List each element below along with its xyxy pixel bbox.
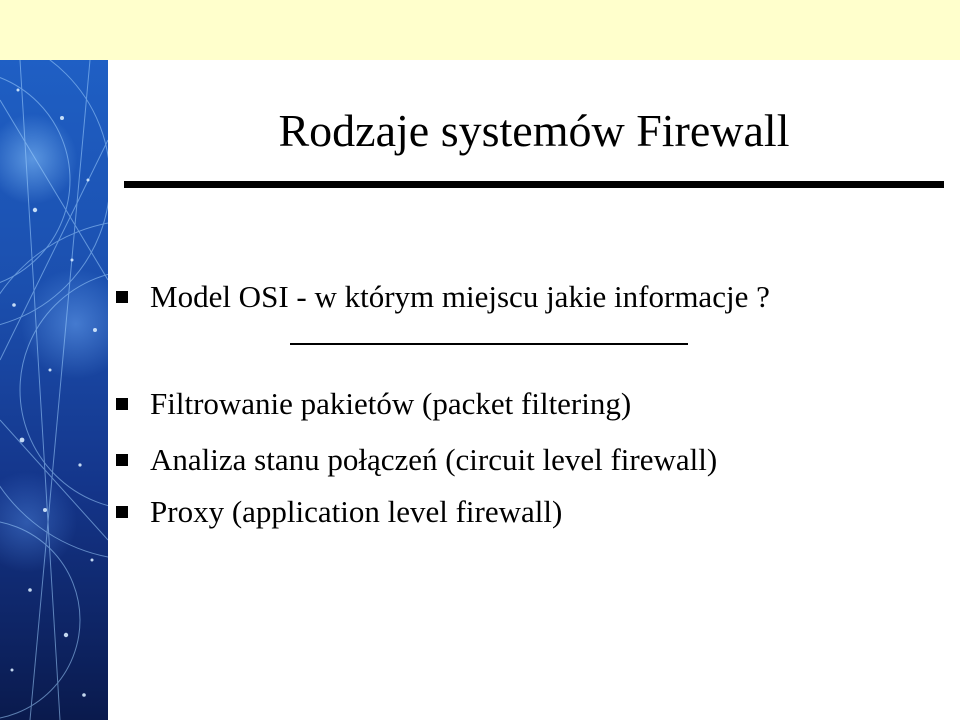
- bullet-text: Model OSI - w którym miejscu jakie informacje ?: [150, 279, 770, 314]
- square-bullet-icon: [116, 291, 128, 303]
- star-map-decoration: [0, 60, 108, 720]
- bullet-text: Proxy (application level firewall): [150, 494, 563, 529]
- slide-title: Rodzaje systemów Firewall: [278, 105, 790, 156]
- square-bullet-icon: [116, 506, 128, 518]
- bullet-text: Filtrowanie pakietów (packet filtering): [150, 386, 632, 421]
- bullet-item: [116, 492, 562, 532]
- bullet-item: [116, 384, 631, 424]
- bullet-item: [116, 277, 770, 317]
- top-decor-band: [0, 0, 960, 60]
- square-bullet-icon: [116, 398, 128, 410]
- square-bullet-icon: [116, 454, 128, 466]
- bullet-text: Analiza stanu połączeń (circuit level firewall): [150, 442, 718, 477]
- title-underline: [124, 181, 944, 188]
- bullet-item: [116, 440, 717, 480]
- blank-answer-line: [290, 343, 688, 345]
- celestial-map-image: [0, 60, 108, 720]
